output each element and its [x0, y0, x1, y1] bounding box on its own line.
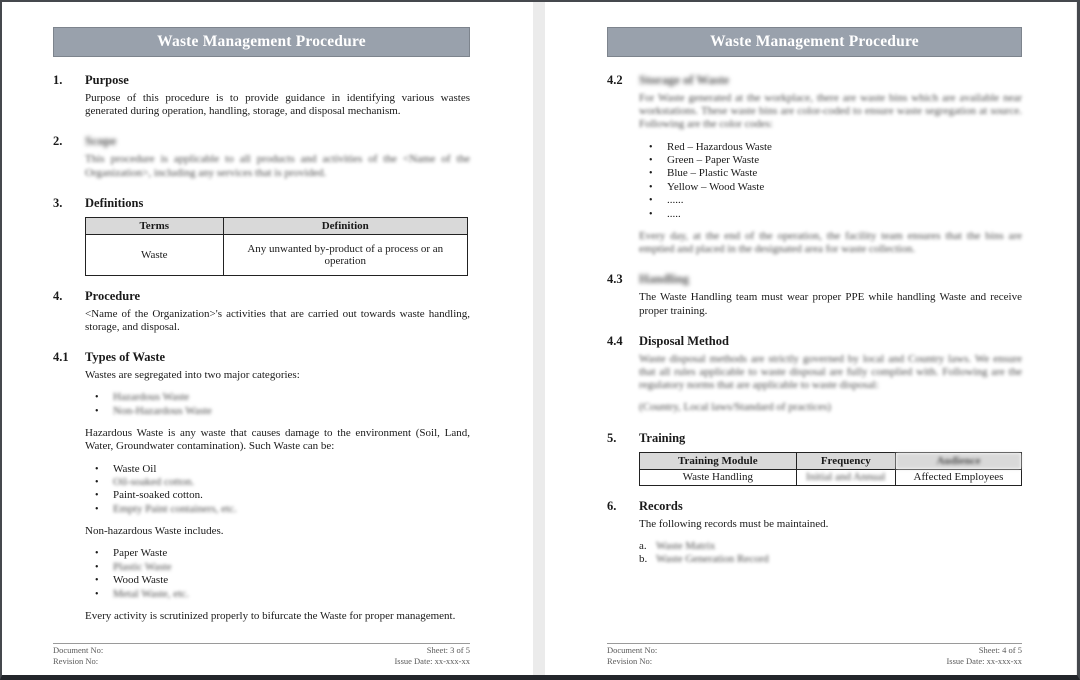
section-number: 4.2	[607, 73, 623, 87]
section-disposal-method	[607, 334, 1022, 348]
section-scope	[53, 134, 470, 148]
bullet-list	[95, 547, 470, 601]
paragraph: Wastes are segregated into two major categories:	[85, 369, 300, 382]
document-no-label: Document No:	[607, 645, 658, 655]
records-list	[639, 540, 1022, 567]
section-heading: Training	[639, 430, 686, 445]
column-header: Definition	[223, 217, 467, 234]
section-number: 1.	[53, 73, 63, 87]
bullet-text: Red – Hazardous Waste	[667, 140, 772, 153]
bullet-text: Paper Waste	[113, 547, 168, 560]
bullet-icon: •	[649, 195, 653, 207]
color-code-list	[649, 141, 1022, 221]
bullet-icon: •	[95, 575, 99, 587]
bullet-text: Oil-soaked cotton.	[113, 476, 195, 489]
table-cell: Waste Handling	[640, 469, 797, 485]
bullet-list	[95, 391, 470, 418]
section-storage-of-waste	[607, 73, 1022, 87]
table-cell: Affected Employees	[895, 469, 1021, 485]
table-cell: Waste	[86, 234, 224, 275]
document-title: Waste Management Procedure	[157, 33, 366, 50]
list-item	[649, 181, 1022, 194]
bullet-icon: •	[649, 141, 653, 153]
list-item	[95, 547, 470, 560]
revision-no-label: Revision No:	[607, 655, 653, 666]
bullet-icon: •	[649, 155, 653, 167]
section-heading: Records	[639, 498, 683, 513]
bullet-icon: •	[95, 405, 99, 417]
revision-no-label: Revision No:	[53, 655, 99, 666]
list-item	[95, 476, 470, 489]
section-definitions	[53, 196, 470, 210]
section-heading: Procedure	[85, 288, 141, 303]
bullet-icon: •	[95, 503, 99, 515]
page-footer	[53, 643, 470, 666]
bullet-icon: •	[649, 208, 653, 220]
bullet-text: Non-Hazardous Waste	[113, 404, 212, 417]
footer-right	[394, 645, 470, 666]
section-handling	[607, 272, 1022, 286]
handling-body: The Waste Handling team must wear proper PPE while handling Waste and receive proper training.	[639, 291, 1022, 317]
scope-body: This procedure is applicable to all products and activities of the <Name of the Organization>, including any services that is provided.	[85, 153, 470, 179]
page-4	[545, 2, 1076, 675]
list-item	[649, 208, 1022, 221]
section-heading: Definitions	[85, 195, 144, 210]
list-item	[95, 574, 470, 587]
issue-date: Issue Date: xx-xxx-xx	[394, 655, 470, 666]
list-item	[639, 540, 1022, 553]
section-number: 3.	[53, 195, 63, 210]
bullet-text: Empty Paint containers, etc.	[113, 502, 237, 515]
paragraph: Hazardous Waste is any waste that causes damage to the environment (Soil, Land, Water, Groundwater contamination). Such Waste can be:	[85, 427, 470, 453]
column-header: Audience	[895, 452, 1021, 469]
list-item	[649, 154, 1022, 167]
table-header-row	[86, 217, 468, 234]
footer-left	[53, 645, 103, 666]
definitions-table	[85, 217, 468, 276]
section-number: 4.1	[53, 350, 69, 365]
bullet-icon: •	[95, 490, 99, 502]
column-header: Frequency	[796, 452, 895, 469]
document-title: Waste Management Procedure	[710, 33, 919, 50]
bullet-text: .....	[667, 207, 681, 220]
list-marker: b.	[639, 553, 648, 566]
title-banner	[53, 27, 470, 57]
section-number: 4.	[53, 288, 63, 303]
bullet-icon: •	[649, 181, 653, 193]
storage-note: Every day, at the end of the operation, the facility team ensures that the bins are emptied and placed in the designated area for waste collection.	[639, 230, 1022, 256]
training-table	[639, 452, 1022, 486]
bullet-text: ......	[667, 194, 684, 207]
list-item	[649, 194, 1022, 207]
section-heading: Types of Waste	[85, 350, 166, 365]
record-name: Waste Generation Record	[656, 553, 769, 566]
section-training	[607, 431, 1022, 445]
disposal-body: Waste disposal methods are strictly governed by local and Country laws. We ensure that all rules applicable to waste disposal are fully complied with. Following are the regulatory norms that are applicable to waste disposal:	[639, 352, 1022, 392]
bullet-icon: •	[649, 168, 653, 180]
column-header: Training Module	[640, 452, 797, 469]
table-cell: Initial and Annual	[796, 469, 895, 485]
footer-left	[607, 645, 657, 666]
table-cell: Any unwanted by-product of a process or an operation	[223, 234, 467, 275]
bullet-text: Metal Waste, etc.	[113, 587, 189, 600]
table-header-row	[640, 452, 1022, 469]
section-purpose	[53, 73, 470, 87]
section-number: 4.4	[607, 333, 623, 348]
section-number: 2.	[53, 134, 63, 149]
disposal-note: (Country, Local laws/Standard of practices)	[639, 401, 832, 414]
section-number: 4.3	[607, 272, 623, 287]
bullet-icon: •	[95, 588, 99, 600]
purpose-body: Purpose of this procedure is to provide guidance in identifying various wastes generated during operation, handling, storage, and disposal mechanism.	[85, 92, 470, 118]
list-item	[95, 503, 470, 516]
list-item	[95, 405, 470, 418]
procedure-body: <Name of the Organization>'s activities that are carried out towards waste handling, storage, and disposal.	[85, 307, 470, 334]
column-header: Terms	[86, 217, 224, 234]
section-heading: Disposal Method	[639, 333, 729, 348]
page-footer	[607, 643, 1022, 666]
section-heading: Scope	[85, 134, 117, 149]
list-item	[95, 463, 470, 476]
table-row	[86, 234, 468, 275]
bullet-icon: •	[95, 392, 99, 404]
list-marker: a.	[639, 539, 647, 552]
paragraph: Every activity is scrutinized properly to bifurcate the Waste for proper management.	[85, 610, 456, 623]
bullet-icon: •	[95, 477, 99, 489]
list-item	[649, 141, 1022, 154]
paragraph: Non-hazardous Waste includes.	[85, 525, 224, 538]
records-body: The following records must be maintained.	[639, 517, 829, 530]
bullet-text: Hazardous Waste	[113, 391, 190, 404]
storage-body: For Waste generated at the workplace, there are waste bins which are available near workstations. These waste bins are color-coded to ensure waste segregation at source. Following are the color codes:	[639, 92, 1022, 131]
list-item	[639, 553, 1022, 566]
bullet-text: Green – Paper Waste	[667, 154, 760, 167]
list-item	[95, 489, 470, 502]
bullet-icon: •	[95, 561, 99, 573]
issue-date: Issue Date: xx-xxx-xx	[946, 655, 1022, 666]
bullet-text: Yellow – Wood Waste	[667, 180, 765, 193]
page-3	[2, 2, 533, 675]
page-gutter	[533, 2, 545, 675]
bullet-icon: •	[95, 463, 99, 475]
table-row	[640, 469, 1022, 485]
section-heading: Handling	[639, 272, 690, 287]
bullet-icon: •	[95, 548, 99, 560]
sheet-number: Sheet: 3 of 5	[426, 645, 470, 655]
document-no-label: Document No:	[53, 645, 104, 655]
bullet-list	[95, 463, 470, 517]
sheet-number: Sheet: 4 of 5	[978, 645, 1022, 655]
record-name: Waste Matrix	[656, 539, 716, 552]
bullet-text: Waste Oil	[113, 462, 157, 475]
list-item	[95, 391, 470, 404]
section-heading: Storage of Waste	[639, 73, 730, 87]
list-item	[649, 167, 1022, 180]
section-number: 6.	[607, 498, 617, 513]
footer-right	[946, 645, 1022, 666]
section-heading: Purpose	[85, 73, 129, 87]
bullet-text: Blue – Plastic Waste	[667, 167, 758, 180]
bullet-text: Plastic Waste	[113, 560, 172, 573]
section-types-of-waste	[53, 350, 470, 364]
bullet-text: Paint-soaked cotton.	[113, 489, 203, 502]
bullet-text: Wood Waste	[113, 574, 169, 587]
title-banner	[607, 27, 1022, 57]
section-number: 5.	[607, 430, 617, 445]
list-item	[95, 588, 470, 601]
list-item	[95, 561, 470, 574]
section-records	[607, 499, 1022, 513]
section-procedure	[53, 289, 470, 303]
